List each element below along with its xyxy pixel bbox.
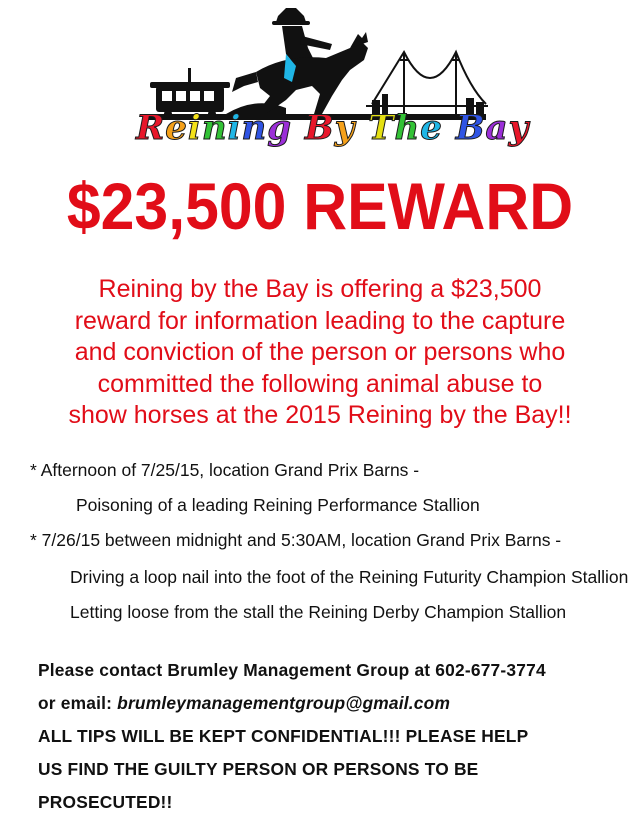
contact-email-line: [38, 687, 623, 720]
logo-letter: B: [455, 108, 486, 148]
logo-letter: B: [304, 108, 335, 148]
incident-1-header: * Afternoon of 7/25/15, location Grand Prix Barns -: [30, 460, 420, 480]
logo-wordmark: [136, 108, 530, 148]
intro-line: reward for information leading to the capture: [74, 306, 566, 335]
intro-line: and conviction of the person or persons who: [74, 338, 566, 366]
horse-rider-icon: [232, 8, 368, 114]
reward-headline: $23,500 REWARD: [66, 169, 574, 243]
logo-letter: n: [201, 108, 228, 148]
contact-block: [38, 654, 628, 819]
logo-letter: [355, 108, 368, 148]
intro-line: Reining by the Bay is offering a $23,500: [98, 275, 542, 303]
confidential-line: ALL TIPS WILL BE KEPT CONFIDENTIAL!!! PLEASE HELP: [38, 726, 529, 746]
intro-line: committed the following animal abuse to: [97, 369, 543, 398]
event-logo: [136, 8, 530, 158]
email-prefix: or email:: [38, 693, 118, 713]
prosecuted-line: PROSECUTED!!: [38, 792, 173, 812]
logo-letter: [443, 108, 456, 148]
logo-letter: a: [485, 108, 509, 148]
logo-letter: i: [227, 108, 242, 148]
logo-letter: T: [368, 108, 395, 148]
logo-letter: i: [187, 108, 202, 148]
incident-3-detail: Letting loose from the stall the Reining Derby Champion Stallion: [70, 602, 567, 622]
logo-letter: e: [165, 108, 188, 148]
incident-2-detail: Driving a loop nail into the foot of the Reining Futurity Champion Stallion: [70, 567, 629, 587]
logo-letter: y: [334, 108, 356, 148]
email-address-link[interactable]: brumleymanagementgroup@gmail.com: [117, 693, 451, 713]
logo-letter: n: [241, 108, 268, 148]
logo-letter: R: [136, 108, 166, 148]
intro-paragraph: [20, 274, 620, 432]
logo-letter: g: [267, 108, 292, 148]
logo-letter: [292, 108, 305, 148]
logo-letter: h: [394, 108, 421, 148]
incident-2-header: * 7/26/15 between midnight and 5:30AM, location Grand Prix Barns -: [30, 530, 562, 550]
logo-letter: e: [420, 108, 443, 148]
contact-phone-line: Please contact Brumley Management Group at 602-677-3774: [38, 660, 546, 680]
help-line: US FIND THE GUILTY PERSON OR PERSONS TO BE: [38, 759, 479, 779]
intro-line: show horses at the 2015 Reining by the Bay!!: [68, 401, 572, 429]
logo-letter: y: [508, 108, 530, 148]
incident-1-detail: Poisoning of a leading Reining Performance Stallion: [76, 495, 480, 515]
